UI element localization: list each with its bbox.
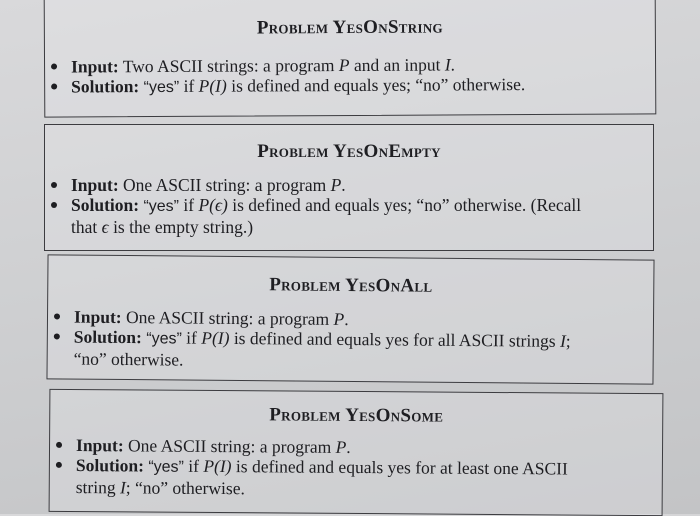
input-end: . <box>346 436 351 457</box>
problem-box-yesonstring <box>44 0 657 118</box>
problem-box-yesonall <box>46 254 654 384</box>
yes-quote: “yes” <box>143 198 180 215</box>
sol-if: if <box>181 327 202 348</box>
sol-if: if <box>179 195 199 215</box>
input-label: Input: <box>71 175 119 195</box>
sol-expr: P(I) <box>201 327 230 348</box>
input-end: . <box>450 54 456 75</box>
solution-label: Solution: <box>75 455 145 476</box>
bullet-icon <box>56 462 62 468</box>
sol-text: is defined and equals yes for at least one ASCII <box>231 456 568 479</box>
bullet-icon <box>51 202 57 208</box>
sol-end: ; <box>565 330 571 351</box>
problem-title: Problem YesOnString <box>256 16 443 39</box>
sol-expr: P(I) <box>198 75 227 96</box>
bullet-icon <box>51 182 57 188</box>
input-end: . <box>344 308 349 329</box>
sol-expr: P(I) <box>203 455 232 477</box>
var-p: P <box>330 175 342 195</box>
solution-item <box>50 455 662 501</box>
input-mid: and an input <box>349 54 445 76</box>
problem-bullets <box>50 435 662 501</box>
var-p: P <box>335 436 347 457</box>
sol-text: is defined and equals yes; “no” otherwise. <box>226 74 526 96</box>
sol-line2b: ; “no” otherwise. <box>125 477 245 499</box>
solution-item <box>45 73 655 98</box>
sol-var: I <box>559 330 566 351</box>
sol-line2-var: ϵ <box>101 217 109 237</box>
sol-if: if <box>179 75 199 96</box>
solution-label: Solution: <box>71 76 140 97</box>
problem-bullets <box>48 306 654 373</box>
input-label: Input: <box>75 435 124 456</box>
bullet-icon <box>51 64 57 70</box>
sol-if: if <box>183 455 204 476</box>
problem-box-yesonempty <box>44 124 654 251</box>
solution-item <box>48 326 653 373</box>
problem-bullets <box>45 53 655 98</box>
input-label: Input: <box>73 306 122 328</box>
sol-line2: “no” otherwise. <box>73 348 184 370</box>
input-text: One ASCII string: a program <box>125 307 334 329</box>
input-label: Input: <box>70 56 119 77</box>
input-text: Two ASCII strings: a program <box>122 55 339 77</box>
solution-label: Solution: <box>73 326 143 348</box>
sol-text: is defined and equals yes; “no” otherwise. (Recall <box>227 195 582 215</box>
var-i: I <box>444 54 451 75</box>
sol-line2-var: I <box>119 477 126 498</box>
problem-title: Problem YesOnSome <box>269 404 444 427</box>
solution-label: Solution: <box>71 195 140 215</box>
yes-quote: “yes” <box>148 458 184 476</box>
sol-line2a: string <box>75 477 121 498</box>
bullet-icon <box>54 333 60 339</box>
problem-bullets <box>45 175 653 237</box>
yes-quote: “yes” <box>143 78 180 97</box>
input-text: One ASCII string: a program <box>123 175 331 195</box>
yes-quote: “yes” <box>146 330 182 348</box>
var-p: P <box>333 308 345 329</box>
input-text: One ASCII string: a program <box>128 435 336 457</box>
sol-line2b: is the empty string.) <box>108 217 254 237</box>
problem-title: Problem YesOnEmpty <box>257 141 441 162</box>
problem-title: Problem YesOnAll <box>269 274 433 297</box>
input-item <box>45 175 653 195</box>
var-p: P <box>338 55 350 76</box>
bullet-icon <box>56 442 62 448</box>
bullet-icon <box>51 84 57 90</box>
problem-box-yesonsome <box>49 389 664 516</box>
bullet-icon <box>54 313 60 319</box>
sol-line2a: that <box>71 217 102 237</box>
input-end: . <box>341 175 346 195</box>
solution-item <box>45 195 653 237</box>
sol-expr: P(ϵ) <box>198 195 228 215</box>
sol-text: is defined and equals yes for all ASCII strings <box>229 327 561 351</box>
